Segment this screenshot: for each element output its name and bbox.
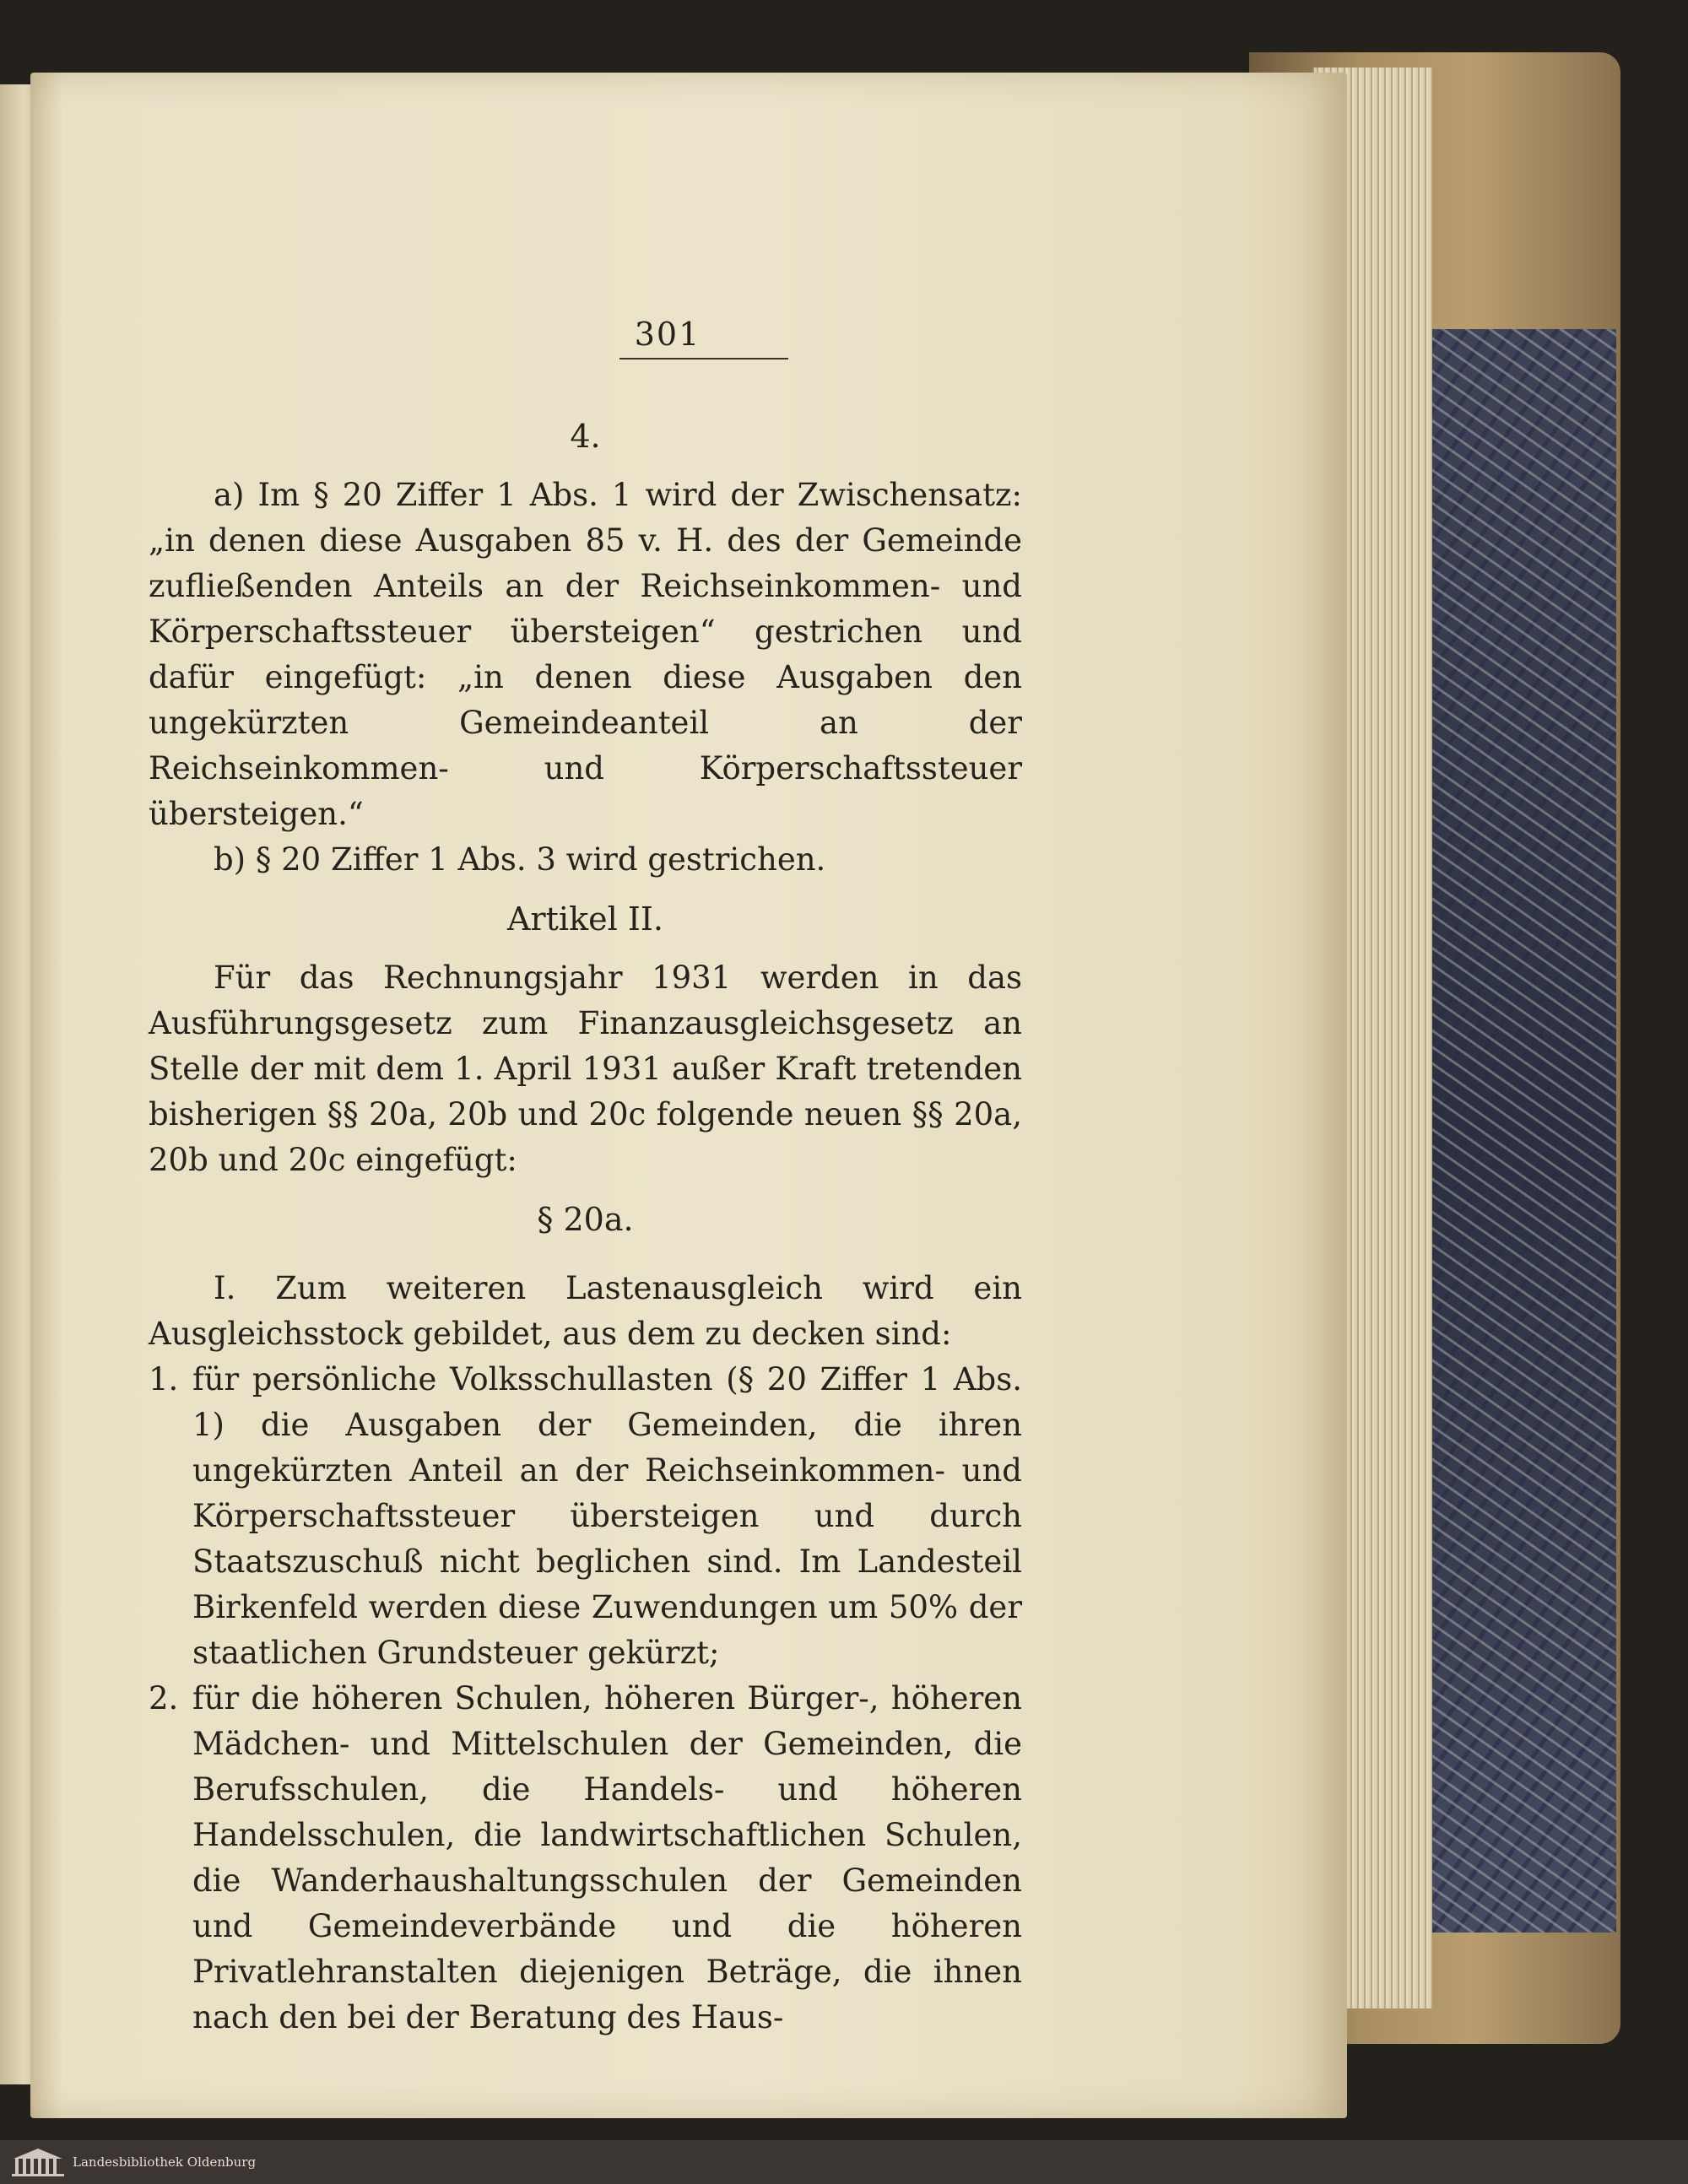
- list-item-text: für die höheren Schulen, höheren Bürger-, höheren Mädchen- und Mittelschulen der Gemeinden, die Berufsschulen, die Handels- und höheren Handelsschulen, die landwirtschaftlichen Schulen, die Wanderhaushaltungsschulen der Gemeinden und Gemeindeverbände und die höheren Privatlehranstalten diejenigen Beträge, die ihnen nach den bei der Beratung des Haus-: [192, 1680, 1022, 2035]
- library-footer-bar: [0, 2140, 1688, 2184]
- list-item-text: für persönliche Volksschullasten (§ 20 Ziffer 1 Abs. 1) die Ausgaben der Gemeinden, die ihren ungekürzten Anteil an der Reichseinkommen- und Körperschaftssteuer übersteigen und durch Staatszuschuß nicht beglichen sind. Im Landesteil Birkenfeld werden diese Zuwendungen um 50% der staatlichen Grundsteuer gekürzt;: [192, 1361, 1022, 1671]
- section-intro: I. Zum weiteren Lastenausgleich wird ein Ausgleichsstock gebildet, aus dem zu decken sind:: [149, 1270, 1022, 1352]
- paragraph-a: a) Im § 20 Ziffer 1 Abs. 1 wird der Zwischensatz: „in denen diese Ausgaben 85 v. H. des der Gemeinde zufließenden Anteils an der Reichseinkommen- und Körperschaftssteuer übersteigen“ gestrichen und dafür eingefügt: „in denen diese Ausgaben den ungekürzten Gemeindeanteil an der Reichseinkommen- und Körperschaftssteuer übersteigen.“: [149, 477, 1022, 832]
- book-page: [30, 73, 1347, 2118]
- artikel-paragraph: Für das Rechnungsjahr 1931 werden in das Ausführungsgesetz zum Finanzausgleichsgesetz an Stelle der mit dem 1. April 1931 außer Kraft tretenden bisherigen §§ 20a, 20b und 20c folgende neuen §§ 20a, 20b und 20c eingefügt:: [149, 960, 1022, 1178]
- numbered-heading: 4.: [570, 418, 601, 455]
- page-text-block: [149, 316, 1022, 2041]
- artikel-heading: Artikel II.: [507, 900, 663, 938]
- page-number-rule: [619, 358, 788, 414]
- list-item-number: 1.: [149, 1361, 179, 1397]
- page-number: 301: [634, 316, 701, 353]
- list-item: [149, 1357, 1022, 1676]
- library-name: Landesbibliothek Oldenburg: [73, 2154, 257, 2170]
- list-item-number: 2.: [149, 1680, 179, 1716]
- list-item: [149, 1676, 1022, 2041]
- paragraph-b: b) § 20 Ziffer 1 Abs. 3 wird gestrichen.: [214, 841, 826, 878]
- library-building-icon: [10, 2145, 66, 2179]
- section-heading: § 20a.: [537, 1201, 634, 1238]
